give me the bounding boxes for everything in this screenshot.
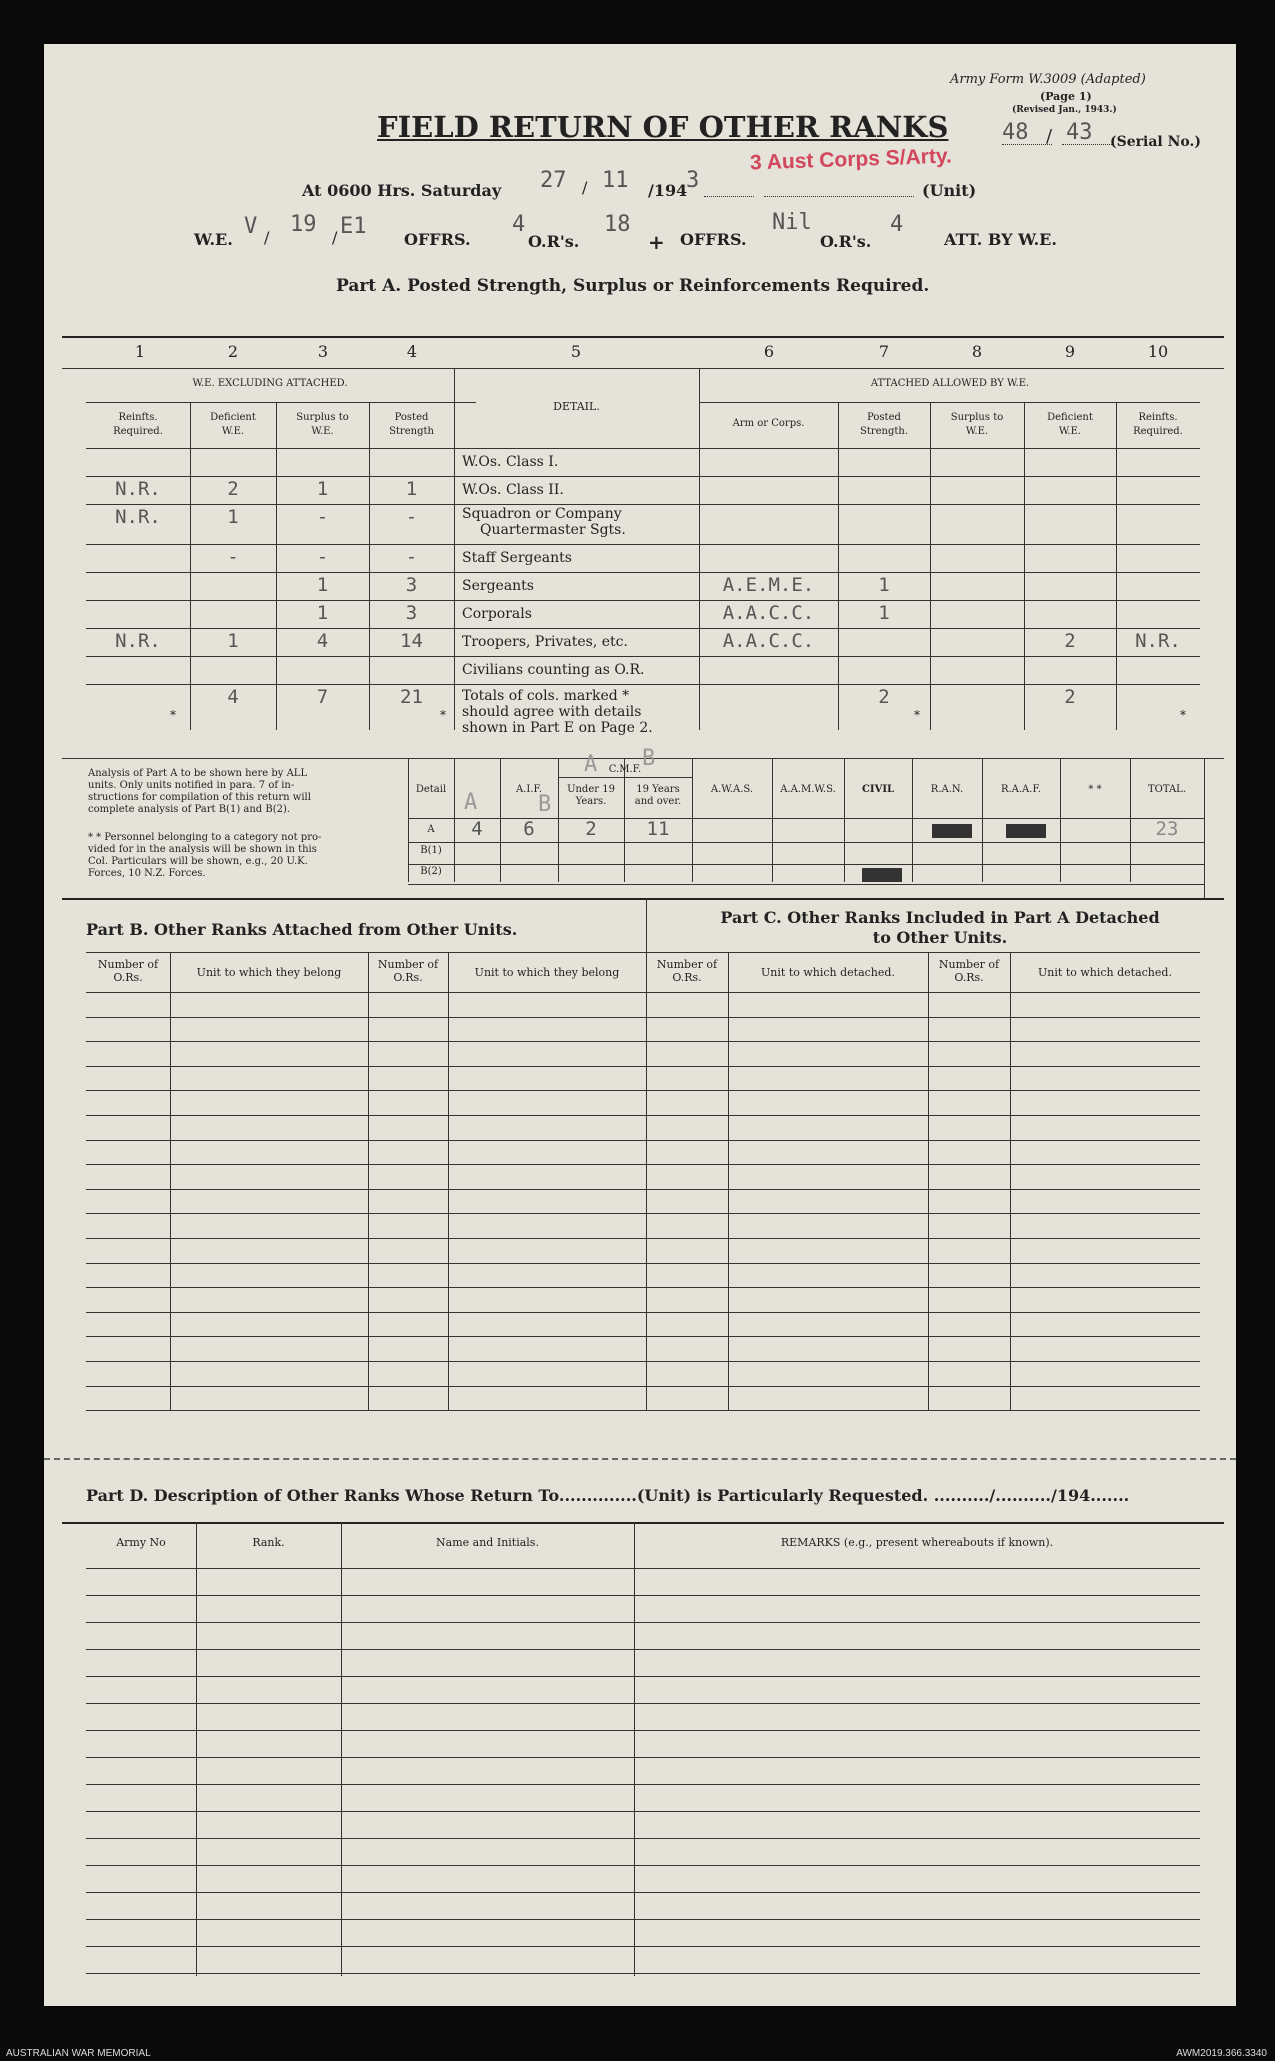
offrs-label: OFFRS. — [404, 230, 471, 249]
analysis-row-rule-2 — [408, 864, 1204, 865]
bc-row-rule — [86, 1336, 1200, 1337]
column-number: 4 — [406, 342, 418, 361]
totals-line-1: Totals of cols. marked * — [462, 688, 630, 704]
row-rule — [86, 684, 1200, 685]
row-rule — [86, 476, 1200, 477]
analysis-value-under19: 6 — [523, 818, 535, 840]
sub-header-posted-2: Strength — [389, 426, 434, 437]
bc-row-rule — [86, 1287, 1200, 1288]
part-b-header: O.Rs. — [393, 971, 423, 984]
sub-header-rule — [86, 448, 1200, 449]
sub-header-posted: Posted — [394, 412, 429, 423]
bc-col-line — [728, 952, 729, 1410]
row-rule — [86, 572, 1200, 573]
header-cmf: C.M.F. — [608, 764, 642, 775]
cell-c9: 2 — [1064, 630, 1076, 652]
header-total: TOTAL. — [1147, 784, 1187, 795]
part-c-header: O.Rs. — [954, 971, 984, 984]
handwritten-a1: A — [464, 790, 478, 815]
analysis-row-label: B(2) — [420, 866, 442, 877]
part-d-row-rule — [86, 1703, 1200, 1704]
part-d-header: REMARKS (e.g., present whereabouts if known). — [780, 1536, 1054, 1549]
analysis-value-aif: 4 — [471, 818, 483, 840]
sub-header-posted2: Posted — [867, 412, 901, 423]
cmf-rule — [558, 777, 692, 778]
total-c3: 7 — [316, 686, 329, 708]
sub-header-arm: Arm or Corps. — [732, 418, 805, 429]
analysis-value-over19: 2 — [585, 818, 597, 840]
bc-row-rule — [86, 1312, 1200, 1313]
cell-c2: - — [227, 546, 239, 568]
bc-row-rule — [86, 1410, 1200, 1411]
part-d-row-rule — [86, 1730, 1200, 1731]
totals-star: * — [440, 708, 446, 722]
col-line-9 — [1116, 402, 1117, 730]
analysis-row-label: B(1) — [420, 845, 442, 856]
serial-slash: / — [1046, 126, 1053, 147]
total-c2: 4 — [227, 686, 239, 708]
sub-header-posted2-2: Strength. — [859, 426, 909, 437]
sub-header-deficient2-2: W.E. — [1058, 426, 1082, 437]
perforation-line — [44, 1458, 1236, 1460]
totals-star: * — [1180, 708, 1186, 722]
part-a-title: Part A. Posted Strength, Surplus or Reinforcements Required. — [336, 276, 930, 296]
analysis-row-rule-3 — [408, 884, 1204, 885]
detail-label: Corporals — [462, 606, 532, 622]
column-number: 8 — [971, 342, 983, 361]
column-number: 6 — [763, 342, 775, 361]
serial-a: 48 — [1002, 120, 1029, 145]
cell-c10: N.R. — [1135, 630, 1181, 652]
column-number: 7 — [878, 342, 890, 361]
header-awas: A.W.A.S. — [710, 784, 754, 795]
bc-row-rule — [86, 1041, 1200, 1042]
we-label: W.E. — [194, 230, 233, 249]
cell-c1: N.R. — [115, 478, 161, 500]
cell-c4: - — [405, 506, 418, 528]
date-year-digit: 3 — [686, 168, 700, 193]
totals-star: * — [170, 708, 176, 722]
cell-c4: 1 — [405, 478, 418, 500]
row-rule — [86, 600, 1200, 601]
col-line-8 — [1024, 402, 1025, 730]
bc-row-rule — [86, 1140, 1200, 1141]
unit-line — [764, 196, 914, 197]
detail-label: Troopers, Privates, etc. — [462, 634, 628, 650]
header-aamws: A.A.M.W.S. — [780, 784, 836, 795]
cell-c6: A.E.M.E. — [722, 574, 815, 596]
column-number: 5 — [570, 342, 582, 361]
analysis-row-rule-1 — [408, 842, 1204, 843]
part-d-col-line — [196, 1522, 197, 1976]
unit-stamp: 3 Aust Corps S/Arty. — [749, 144, 953, 175]
part-c-header: O.Rs. — [672, 971, 702, 984]
totals-line-3: shown in Part E on Page 2. — [462, 720, 653, 736]
date-slash: / — [582, 178, 588, 197]
part-c-header: Unit to which detached. — [1038, 966, 1172, 979]
part-d-header-rule — [86, 1568, 1200, 1569]
header-other: * * — [1088, 784, 1102, 795]
cell-c3: 1 — [316, 602, 329, 624]
cell-c1: N.R. — [115, 506, 161, 528]
sub-header-surplus: Surplus to — [296, 412, 349, 423]
part-c-header: Unit to which detached. — [761, 966, 895, 979]
date-year-prefix: /194 — [648, 181, 688, 200]
serial-a-line — [1002, 144, 1052, 145]
bc-col-line — [368, 952, 369, 1410]
ors-label: O.R's. — [528, 232, 580, 251]
column-number: 1 — [134, 342, 146, 361]
row-rule — [86, 656, 1200, 657]
analysis-note-1: complete analysis of Part B(1) and B(2). — [88, 804, 291, 815]
offrs2-value: Nil — [772, 210, 812, 235]
bc-header-top-rule — [86, 952, 1200, 953]
row-rule — [86, 504, 1200, 505]
ors2-label: O.R's. — [820, 232, 872, 251]
analysis-note-2: * * Personnel belonging to a category not pro- — [88, 832, 322, 843]
part-bc-top-border — [62, 898, 1224, 900]
analysis-value-total: 23 — [1155, 818, 1179, 840]
we-part-1: V — [244, 214, 258, 239]
bc-row-rule — [86, 1238, 1200, 1239]
bc-row-rule — [86, 1017, 1200, 1018]
date-day: 27 — [540, 168, 567, 193]
ran-blackout — [932, 824, 972, 838]
part-d-row-rule — [86, 1676, 1200, 1677]
totals-line-2: should agree with details — [462, 704, 642, 720]
part-b-header: Number of — [377, 958, 439, 971]
sub-header-reinf-2: Required. — [113, 426, 163, 437]
detail-label-2: Quartermaster Sgts. — [480, 522, 626, 538]
sub-header-surplus-2: W.E. — [311, 426, 334, 437]
col-line-7 — [930, 402, 931, 730]
part-d-row-rule — [86, 1811, 1200, 1812]
detail-label: W.Os. Class II. — [462, 482, 564, 498]
part-b-header: Number of — [97, 958, 159, 971]
cell-c3: 4 — [316, 630, 329, 652]
part-b-header: Unit to which they belong — [196, 966, 342, 979]
analysis-row-label: A — [427, 824, 435, 835]
part-d-header: Army No — [116, 1536, 166, 1549]
header-over19-2: and over. — [634, 796, 682, 807]
cell-c2: 1 — [227, 506, 239, 528]
cell-c7: 1 — [878, 602, 890, 624]
att-label: ATT. BY W.E. — [944, 230, 1057, 249]
form-page — [44, 44, 1236, 2006]
part-a-number-rule — [62, 368, 1224, 369]
part-d-title: Part D. Description of Other Ranks Whose Return To..............(Unit) is Particularly Requested. ........../........../194....... — [86, 1486, 1130, 1505]
bc-col-line — [448, 952, 449, 1410]
cell-c7: 1 — [878, 574, 890, 596]
we-slash-2: / — [332, 228, 338, 247]
part-c-header: Number of — [938, 958, 1000, 971]
analysis-note-2: vided for in the analysis will be shown in this — [88, 844, 317, 855]
header-raaf: R.A.A.F. — [1000, 784, 1042, 795]
bc-row-rule — [86, 1115, 1200, 1116]
cell-c1: N.R. — [115, 630, 161, 652]
part-d-row-rule — [86, 1757, 1200, 1758]
column-number: 2 — [227, 342, 239, 361]
analysis-right-line — [1204, 758, 1205, 898]
bc-row-rule — [86, 1263, 1200, 1264]
row-rule — [86, 628, 1200, 629]
cell-c4: 3 — [405, 574, 418, 596]
header-under19-2: Years. — [575, 796, 607, 807]
sub-header-reinf2-2: Required. — [1133, 426, 1183, 437]
bc-row-rule — [86, 1213, 1200, 1214]
part-d-row-rule — [86, 1649, 1200, 1650]
part-d-header: Rank. — [252, 1536, 285, 1549]
column-number: 10 — [1147, 342, 1169, 361]
bc-row-rule — [86, 1164, 1200, 1165]
detail-label: Sergeants — [462, 578, 534, 594]
total-c4: 21 — [400, 686, 423, 708]
part-d-row-rule — [86, 1595, 1200, 1596]
col-line-6 — [838, 402, 839, 730]
header-under19: Under 19 — [567, 784, 615, 795]
bc-row-rule — [86, 1361, 1200, 1362]
part-d-row-rule — [86, 1865, 1200, 1866]
part-d-row-rule — [86, 1784, 1200, 1785]
totals-star: * — [914, 708, 920, 722]
analysis-note-1: units. Only units notified in para. 7 of in- — [88, 780, 295, 791]
cell-c4: 3 — [405, 602, 418, 624]
analysis-note-1: Analysis of Part A to be shown here by ALL — [88, 768, 308, 779]
sub-header-deficient: Deficient — [210, 412, 256, 423]
header-over19: 19 Years — [636, 784, 680, 795]
part-b-header: O.Rs. — [113, 971, 143, 984]
total-c7: 2 — [878, 686, 890, 708]
date-line — [704, 196, 754, 197]
cell-c3: - — [316, 506, 329, 528]
handwritten-b1: B — [538, 792, 552, 817]
footer-left: AUSTRALIAN WAR MEMORIAL — [6, 2048, 151, 2059]
cell-c3: - — [316, 546, 329, 568]
header-civil: CIVIL — [861, 784, 895, 795]
cell-c6: A.A.C.C. — [722, 602, 815, 624]
handwritten-a2: A — [584, 752, 598, 777]
bc-header-bottom-rule — [86, 992, 1200, 993]
analysis-note-1: structions for compilation of this return will — [88, 792, 311, 803]
analysis-note-2: Forces, 10 N.Z. Forces. — [88, 868, 206, 879]
cell-c2: 2 — [227, 478, 239, 500]
bc-row-rule — [86, 1189, 1200, 1190]
cell-c4: 14 — [400, 630, 423, 652]
part-a-top-border — [62, 336, 1224, 338]
raaf-blackout — [1006, 824, 1046, 838]
column-number: 3 — [317, 342, 329, 361]
group-right-header: ATTACHED ALLOWED BY W.E. — [870, 378, 1030, 389]
page-number: (Page 1) — [1040, 90, 1092, 103]
we-slash-1: / — [264, 228, 270, 247]
part-d-row-rule — [86, 1838, 1200, 1839]
col-line-4 — [454, 368, 455, 730]
cell-c3: 1 — [316, 478, 329, 500]
bc-row-rule — [86, 1386, 1200, 1387]
part-c-title-line-2: to Other Units. — [872, 928, 1008, 947]
part-d-row-rule — [86, 1892, 1200, 1893]
bc-col-line — [1010, 952, 1011, 1410]
at-hours-label: At 0600 Hrs. Saturday — [302, 181, 502, 200]
part-d-row-rule — [86, 1622, 1200, 1623]
cell-c3: 1 — [316, 574, 329, 596]
form-title: FIELD RETURN OF OTHER RANKS — [377, 110, 949, 144]
we-part-2: 19 — [290, 212, 317, 237]
detail-label: Civilians counting as O.R. — [462, 662, 645, 678]
date-month: 11 — [602, 168, 629, 193]
detail-header: DETAIL. — [553, 400, 600, 413]
plus-sign: + — [648, 230, 665, 254]
bc-row-rule — [86, 1090, 1200, 1091]
group-right-rule — [700, 402, 1200, 403]
serial-b: 43 — [1066, 120, 1093, 145]
total-c9: 2 — [1064, 686, 1076, 708]
civil-blackout — [862, 868, 902, 882]
handwritten-b2: B — [642, 746, 656, 771]
we-part-3: E1 — [340, 214, 367, 239]
row-rule — [86, 544, 1200, 545]
offrs-value: 4 — [512, 212, 526, 237]
sub-header-surplus2: Surplus to — [950, 412, 1004, 423]
sub-header-deficient-2: W.E. — [221, 426, 245, 437]
unit-label: (Unit) — [922, 181, 977, 200]
part-b-title: Part B. Other Ranks Attached from Other Units. — [86, 920, 518, 939]
serial-label: (Serial No.) — [1110, 134, 1201, 150]
cell-c6: A.A.C.C. — [722, 630, 815, 652]
part-d-col-line — [634, 1522, 635, 1976]
part-d-row-rule — [86, 1919, 1200, 1920]
part-b-header: Unit to which they belong — [474, 966, 620, 979]
detail-label: Staff Sergeants — [462, 550, 572, 566]
bc-col-line — [170, 952, 171, 1410]
ors-value: 18 — [604, 212, 631, 237]
ors2-value: 4 — [890, 212, 904, 237]
group-left-rule — [86, 402, 476, 403]
detail-label: Squadron or Company — [462, 506, 622, 522]
column-number: 9 — [1064, 342, 1076, 361]
header-aif: A.I.F. — [515, 784, 543, 795]
bc-row-rule — [86, 1066, 1200, 1067]
group-left-header: W.E. EXCLUDING ATTACHED. — [192, 378, 348, 389]
sub-header-surplus2-2: W.E. — [965, 426, 989, 437]
sub-header-deficient2: Deficient — [1047, 412, 1093, 423]
part-c-title-line-1: Part C. Other Ranks Included in Part A Detached — [720, 908, 1160, 927]
detail-label: W.Os. Class I. — [462, 454, 559, 470]
part-d-row-rule — [86, 1973, 1200, 1974]
header-detail: Detail — [415, 784, 447, 795]
bc-col-line — [646, 952, 647, 1410]
header-ran: R.A.N. — [930, 784, 964, 795]
analysis-note-2: Col. Particulars will be shown, e.g., 20 U.K. — [88, 856, 308, 867]
cell-c2: 1 — [227, 630, 239, 652]
revised-date: (Revised Jan., 1943.) — [1012, 105, 1117, 115]
serial-b-line — [1062, 144, 1112, 145]
sub-header-reinf2: Reinfts. — [1138, 412, 1178, 423]
part-d-col-line — [341, 1522, 342, 1976]
bc-col-line — [928, 952, 929, 1410]
part-d-header: Name and Initials. — [436, 1536, 539, 1549]
footer-right: AWM2019.366.3340 — [1176, 2048, 1267, 2059]
analysis-value-awas: 11 — [646, 818, 670, 840]
part-d-top-border — [62, 1522, 1224, 1524]
cell-c4: - — [405, 546, 418, 568]
sub-header-reinf: Reinfts. — [118, 412, 158, 423]
part-d-row-rule — [86, 1946, 1200, 1947]
offrs2-label: OFFRS. — [680, 230, 747, 249]
form-id: Army Form W.3009 (Adapted) — [950, 72, 1146, 87]
part-c-header: Number of — [656, 958, 718, 971]
